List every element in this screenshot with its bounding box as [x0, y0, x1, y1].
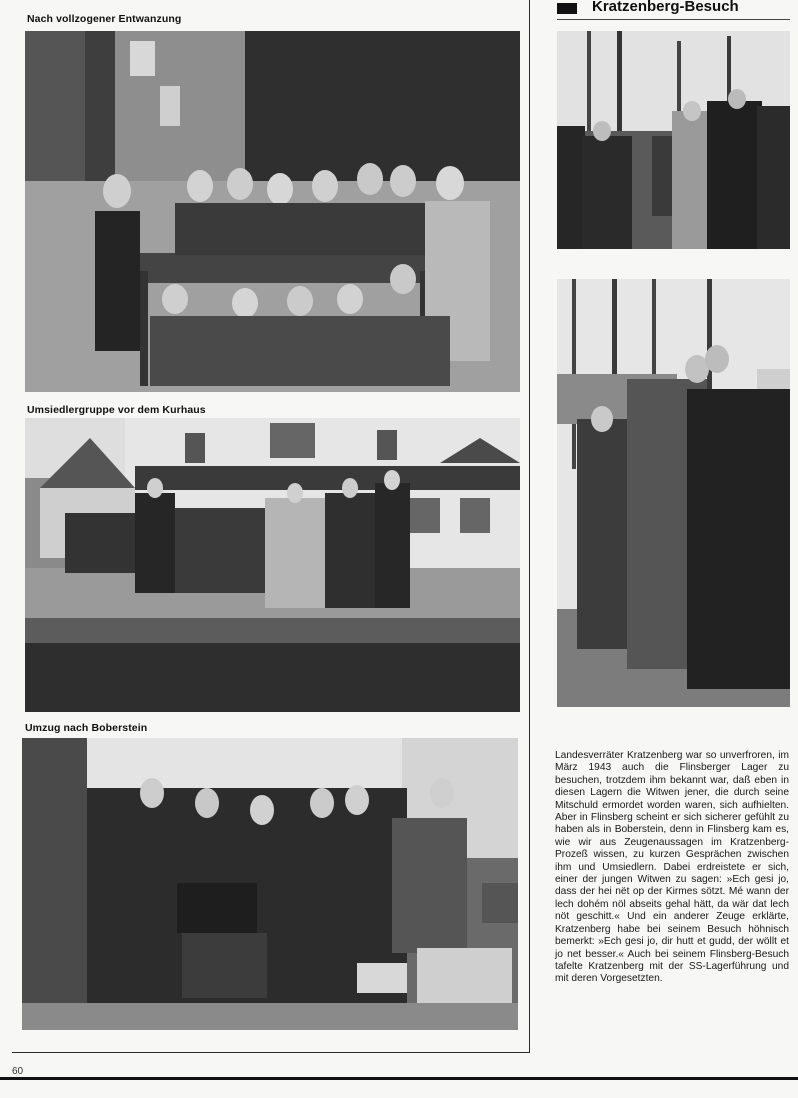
photo-kratzenberg-visit-1-image	[557, 31, 790, 249]
section-header	[557, 0, 790, 20]
photo-move-to-boberstein	[22, 738, 518, 1030]
page-bottom-rule	[0, 1077, 798, 1080]
left-column-bottom-rule	[12, 1052, 530, 1053]
photo-kratzenberg-visit-1	[557, 31, 790, 249]
photo-caption-1: Nach vollzogener Entwanzung	[27, 13, 182, 25]
photo-kratzenberg-visit-2-image	[557, 279, 790, 707]
photo-group-in-front-of-kurhaus	[25, 418, 520, 712]
column-divider	[529, 0, 530, 1052]
page-number: 60	[12, 1066, 24, 1077]
photo-group-after-delousing-image	[25, 31, 520, 392]
section-title: Kratzenberg-Besuch	[592, 0, 739, 15]
photo-caption-2: Umsiedlergruppe vor dem Kurhaus	[27, 404, 206, 416]
photo-kratzenberg-visit-2	[557, 279, 790, 707]
section-header-rule	[557, 19, 790, 20]
photo-group-in-front-of-kurhaus-image	[25, 418, 520, 712]
photo-group-after-delousing	[25, 31, 520, 392]
photo-move-to-boberstein-image	[22, 738, 518, 1030]
article-text: Landesverräter Kratzenberg war so unverfroren, im März 1943 auch die Flinsberger Lager zu besuchen, trotzdem ihm bekannt war, daß eben in diesen Lagern die Witwen jener, die durch seine Mitschuld ermordet worden waren, sich aufhielten. Aber in Flinsberg scheint er sich sicherer gefühlt zu haben als in Boberstein, denn in Flinsberg kam es, wie wir aus Zeugenaussagen im Kratzenberg-Prozeß wissen, zu kurzen Gesprächen zwischen ihm und Umsiedlern. Dabei erdreistete er sich, einer der jungen Witwen zu sagen: »Ech gesi jo, dass der hei nët op der Kirmes sötzt. Mé wann der lech dohém nöl abseits gehal hätt, da wär dat lech nöt geschitt.« Und ein anderer Zeuge erklärte, Kratzenberg habe bei seinem Besuch höhnisch bemerkt: »Ech gesi jo, dir hutt et gudd, der wöllt et jo net besser.« Auch bei seinem Flinsberg-Besuch tafelte Kratzenberg mit der SS-Lagerführung und mit deren Vorgesetzten.	[555, 750, 789, 985]
section-header-marker	[557, 3, 577, 14]
photo-caption-3: Umzug nach Boberstein	[25, 722, 148, 734]
